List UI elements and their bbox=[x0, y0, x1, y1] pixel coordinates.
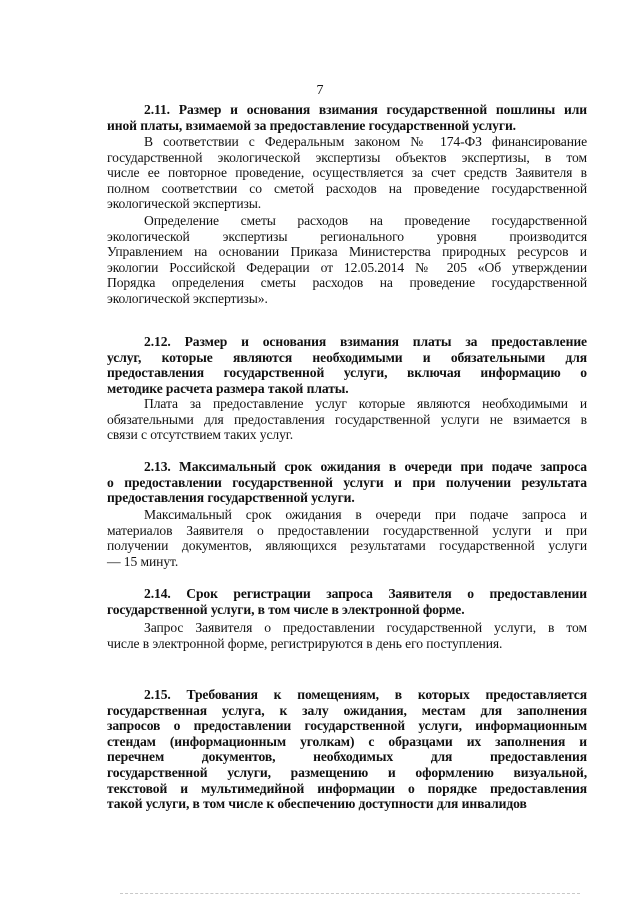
text-line: предоставления государственной услуги. bbox=[107, 490, 355, 506]
text-line: методике расчета размера такой платы. bbox=[107, 380, 349, 396]
page-number: 7 bbox=[316, 83, 324, 98]
section-2-13-title bbox=[107, 459, 587, 506]
text-line: Управлением на основании Приказа Министерства природных ресурсов и bbox=[107, 244, 587, 260]
text-line: Определение сметы расходов на проведение государственной bbox=[144, 213, 587, 228]
text-line: 2.13. Максимальный срок ожидания в очереди при подаче запроса bbox=[144, 459, 587, 474]
text-line: получении документов, являющихся результатами государственной услуги bbox=[107, 538, 587, 554]
section-2-11-paragraph-1 bbox=[107, 134, 587, 212]
section-2-13-paragraph-1 bbox=[107, 507, 587, 569]
text-line: услуг, которые являются необходимыми и обязательными для bbox=[107, 349, 587, 365]
text-line: экологической экспертизы регионального уровня производится bbox=[107, 228, 587, 244]
text-line: государственной услуги, размещению и оформлению визуальной, bbox=[107, 764, 587, 780]
text-line: Плата за предоставление услуг которые являются необходимыми и bbox=[144, 396, 587, 411]
text-line: материалов Заявителя о предоставлении государственной услуги и при bbox=[107, 522, 587, 538]
text-line: 2.15. Требования к помещениям, в которых предоставляется bbox=[144, 687, 587, 702]
text-line: предоставления государственной услуги, включая информацию о bbox=[107, 365, 587, 381]
section-2-11-title bbox=[107, 102, 587, 133]
text-line: о предоставлении государственной услуги и при получении результата bbox=[107, 474, 587, 490]
text-line: числе в электронной форме, регистрируются в день его поступления. bbox=[107, 635, 503, 651]
section-2-11-paragraph-2 bbox=[107, 213, 587, 307]
section-2-15-title bbox=[107, 687, 587, 812]
section-2-12-title bbox=[107, 334, 587, 396]
text-line: государственной экологической экспертизы объектов экспертизы, в том bbox=[107, 149, 587, 165]
text-line: полном соответствии со сметой расходов на проведение государственной bbox=[107, 180, 587, 196]
section-2-12-paragraph-1 bbox=[107, 396, 587, 443]
text-line: государственная услуга, к залу ожидания, местам для заполнения bbox=[107, 702, 587, 718]
text-line: иной платы, взимаемой за предоставление государственной услуги. bbox=[107, 117, 516, 133]
text-line: обязательными для предоставления государственной услуги не взимается в bbox=[107, 411, 587, 427]
section-2-14-paragraph-1 bbox=[107, 620, 587, 651]
text-line: запросов о предоставлении государственной услуги, информационным bbox=[107, 718, 587, 734]
text-line: перечнем документов, необходимых для предоставления bbox=[107, 749, 587, 765]
text-line: Максимальный срок ожидания в очереди при подаче запроса и bbox=[144, 507, 587, 522]
text-line: экологической экспертизы». bbox=[107, 290, 268, 306]
scan-edge-artifact bbox=[120, 893, 580, 897]
text-line: экологической экспертизы. bbox=[107, 196, 262, 212]
text-line: 2.11. Размер и основания взимания государственной пошлины или bbox=[144, 102, 587, 117]
text-line: 2.14. Срок регистрации запроса Заявителя о предоставлении bbox=[144, 586, 587, 601]
text-line: государственной услуги, в том числе в электронной форме. bbox=[107, 601, 465, 617]
text-line: экологии Российской Федерации от 12.05.2014 № 205 «Об утверждении bbox=[107, 259, 587, 275]
text-line: Запрос Заявителя о предоставлении государственной услуги, в том bbox=[144, 620, 587, 635]
text-line: числе ее повторное проведение, осуществляется за счет средств Заявителя в bbox=[107, 165, 587, 181]
text-line: текстовой и мультимедийной информации о порядке предоставления bbox=[107, 780, 587, 796]
text-line: стендам (информационным уголкам) с образцами их заполнения и bbox=[107, 733, 587, 749]
text-line: такой услуги, в том числе к обеспечению доступности для инвалидов bbox=[107, 796, 527, 812]
section-2-14-title bbox=[107, 586, 587, 617]
text-line: В соответствии с Федеральным законом № 174-ФЗ финансирование bbox=[144, 134, 587, 149]
text-line: Порядка определения сметы расходов на проведение государственной bbox=[107, 275, 587, 291]
text-line: — 15 минут. bbox=[107, 553, 179, 569]
text-line: 2.12. Размер и основания взимания платы за предоставление bbox=[144, 334, 587, 349]
text-line: связи с отсутствием таких услуг. bbox=[107, 427, 294, 443]
